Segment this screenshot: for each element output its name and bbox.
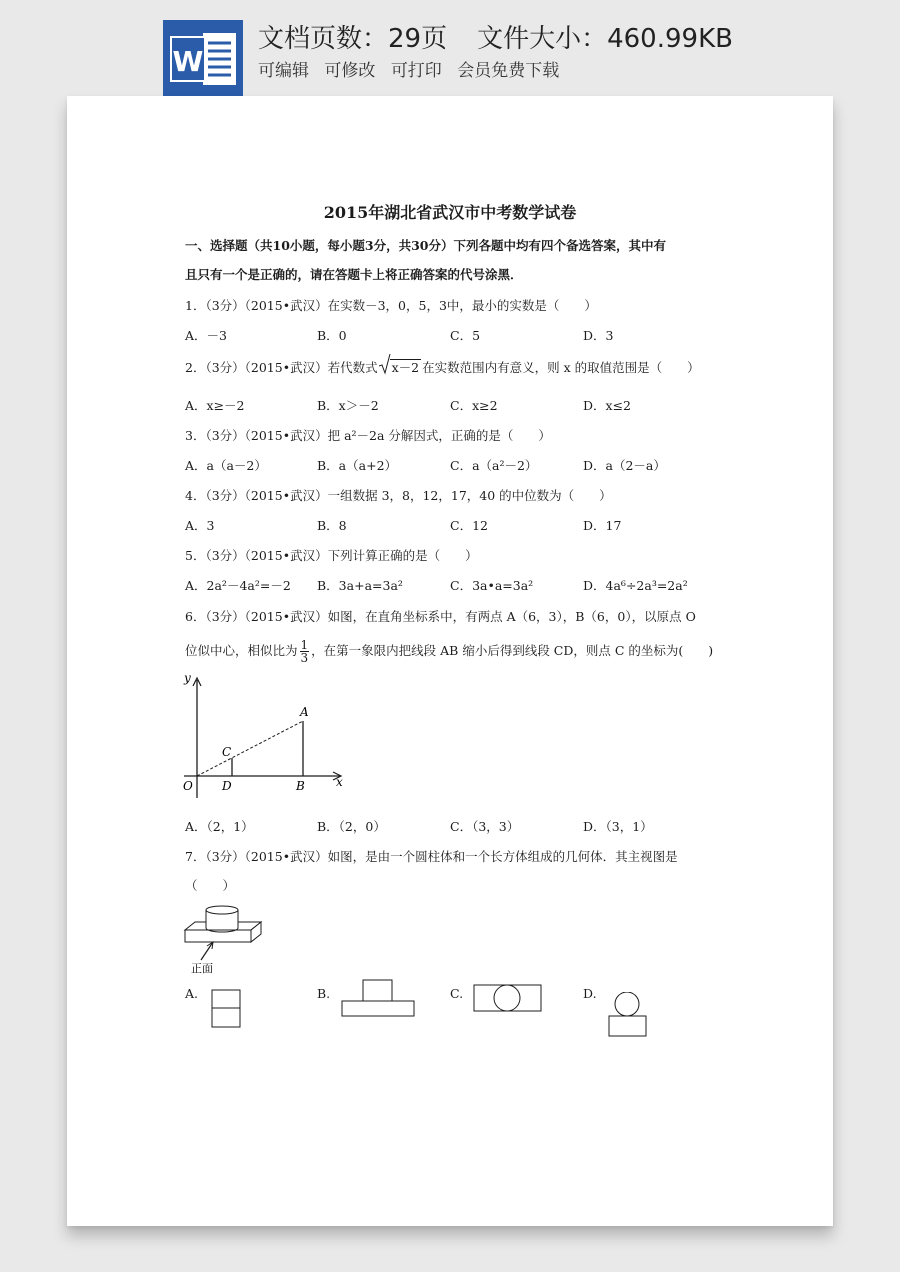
feature-member-download: 会员免费下载 bbox=[457, 61, 560, 81]
q2-option-c: C．x≥2 bbox=[450, 398, 498, 413]
dashed-line-oa bbox=[197, 721, 303, 776]
document-features bbox=[258, 56, 569, 81]
q7-option-d-figure bbox=[607, 992, 651, 1042]
solid-figure bbox=[181, 902, 267, 982]
q7-option-b-figure bbox=[341, 978, 417, 1024]
q7-option-c-figure bbox=[473, 984, 545, 1018]
q5-option-c: C．3a•a=3a² bbox=[450, 578, 534, 593]
q1-option-c: C．5 bbox=[450, 328, 481, 343]
feature-editable: 可编辑 bbox=[258, 61, 309, 81]
sqrt-expression: x－2 bbox=[379, 358, 422, 376]
coordinate-figure bbox=[179, 674, 354, 806]
q6-option-d: D．（3，1） bbox=[583, 819, 653, 834]
question-6-line2: 位似中心，相似比为 $\frac{1}{3}$ ，在第一象限内把线段 AB 缩小后得到线段 CD，则点 C 的坐标为( ) bbox=[185, 638, 714, 665]
file-size: 文件大小：460.99KB bbox=[477, 24, 733, 54]
question-2: 2．（3分）（2015•武汉）若代数式 x－2 在实数范围内有意义，则 x 的取值范围是（ ） bbox=[185, 358, 700, 376]
section-instruction-line2: 且只有一个是正确的，请在答题卡上将正确答案的代号涂黑． bbox=[185, 267, 523, 282]
q1-option-a: A．－3 bbox=[185, 328, 227, 343]
word-document-icon bbox=[163, 20, 243, 96]
svg-text:W: W bbox=[172, 45, 204, 78]
q4-option-b: B．8 bbox=[317, 518, 347, 533]
question-7-line2: （ ） bbox=[185, 878, 236, 893]
label-d: D bbox=[222, 779, 232, 793]
label-front: 正面 bbox=[191, 962, 213, 975]
q6-option-b: B．（2，0） bbox=[317, 819, 386, 834]
feature-printable: 可打印 bbox=[390, 61, 442, 81]
question-5: 5．（3分）（2015•武汉）下列计算正确的是（ ） bbox=[185, 548, 478, 563]
label-y: y bbox=[184, 674, 191, 685]
fraction: $\frac{1}{3}$ bbox=[300, 638, 309, 665]
question-7-line1: 7．（3分）（2015•武汉）如图，是由一个圆柱体和一个长方体组成的几何体．其主视图是 bbox=[185, 849, 678, 864]
label-o: O bbox=[183, 779, 193, 793]
q4-option-a: A．3 bbox=[185, 518, 215, 533]
feature-modifiable: 可修改 bbox=[324, 61, 376, 81]
q3-option-a: A．a（a－2） bbox=[185, 458, 267, 473]
section-instruction-line1: 一、选择题（共10小题，每小题3分，共30分）下列各题中均有四个备选答案，其中有 bbox=[185, 238, 666, 253]
question-6-line1: 6．（3分）（2015•武汉）如图，在直角坐标系中，有两点 A（6，3），B（6，0），以原点 O bbox=[185, 609, 696, 624]
q4-option-c: C．12 bbox=[450, 518, 488, 533]
label-x: x bbox=[336, 775, 343, 789]
q1-option-b: B．0 bbox=[317, 328, 347, 343]
q5-option-a: A．2a²－4a²=－2 bbox=[185, 578, 291, 593]
q6-option-c: C．（3，3） bbox=[450, 819, 520, 834]
question-3: 3．（3分）（2015•武汉）把 a²－2a 分解因式，正确的是（ ） bbox=[185, 428, 551, 443]
q4-option-d: D．17 bbox=[583, 518, 622, 533]
q3-option-c: C．a（a²－2） bbox=[450, 458, 538, 473]
document-info-header bbox=[0, 0, 900, 100]
page-count: 文档页数：29页 bbox=[258, 24, 448, 54]
q1-option-d: D．3 bbox=[583, 328, 614, 343]
q3-option-b: B．a（a+2） bbox=[317, 458, 398, 473]
document-page bbox=[67, 96, 833, 1226]
q7-option-a-figure bbox=[211, 986, 243, 1034]
label-c: C bbox=[222, 745, 232, 759]
q5-option-b: B．3a+a=3a² bbox=[317, 578, 403, 593]
q7-option-d: D. bbox=[583, 986, 597, 1001]
q3-option-d: D．a（2－a） bbox=[583, 458, 666, 473]
label-a: A bbox=[300, 705, 309, 719]
question-1: 1．（3分）（2015•武汉）在实数－3，0，5，3中，最小的实数是（ ） bbox=[185, 298, 597, 313]
q5-option-d: D．4a⁶÷2a³=2a² bbox=[583, 578, 688, 593]
q7-option-b: B. bbox=[317, 986, 331, 1001]
q7-option-a: A. bbox=[185, 986, 199, 1001]
q7-option-c: C. bbox=[450, 986, 464, 1001]
q6-option-a: A．（2，1） bbox=[185, 819, 254, 834]
exam-title: 2015年湖北省武汉市中考数学试卷 bbox=[323, 203, 577, 222]
q2-option-b: B．x＞－2 bbox=[317, 398, 379, 413]
q2-option-d: D．x≤2 bbox=[583, 398, 631, 413]
label-b: B bbox=[296, 779, 305, 793]
q2-option-a: A．x≥－2 bbox=[185, 398, 245, 413]
document-meta bbox=[258, 18, 733, 55]
question-4: 4．（3分）（2015•武汉）一组数据 3，8，12，17，40 的中位数为（ ） bbox=[185, 488, 612, 503]
